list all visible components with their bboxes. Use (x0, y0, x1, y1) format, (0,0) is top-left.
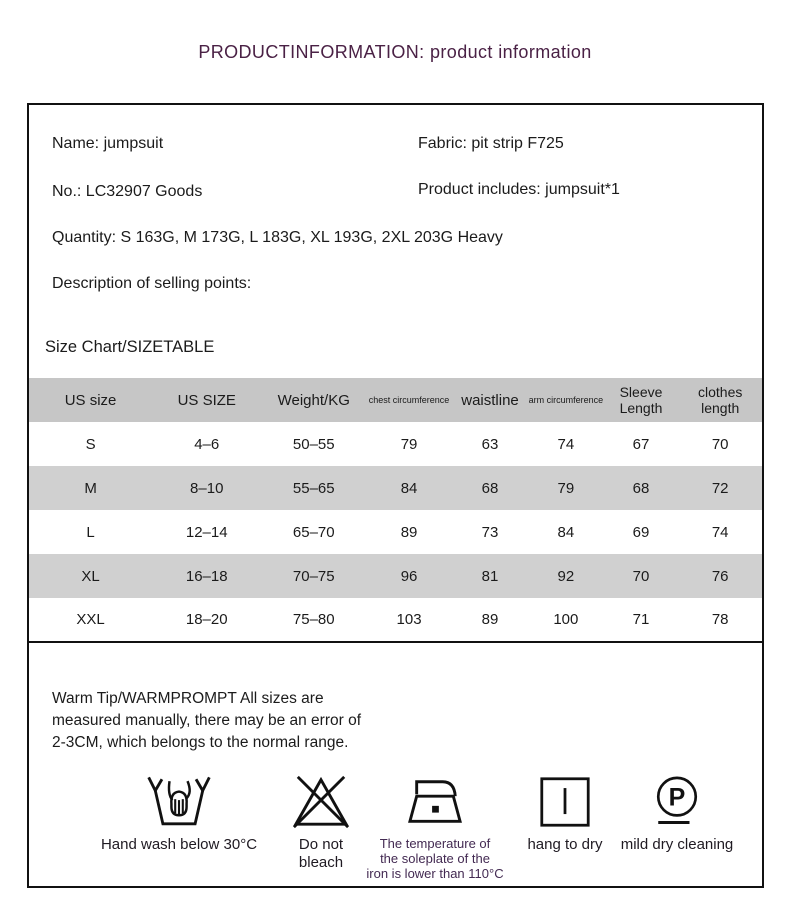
cell: XL (81, 567, 100, 585)
do-not-bleach-icon (290, 768, 352, 836)
product-includes: Product includes: jumpsuit*1 (418, 181, 620, 198)
mild-dry-clean-icon (652, 768, 702, 836)
product-quantity: Quantity: S 163G, M 173G, L 183G, XL 193G, 2XL 203G Heavy (52, 229, 503, 246)
care-item-iron-low-temp (363, 768, 507, 881)
cell: XXL (76, 611, 105, 628)
cell: 96 (400, 567, 418, 585)
product-number: No.: LC32907 Goods (52, 183, 203, 200)
col-clothes-length: clothes length (698, 384, 743, 416)
table-row-xxl (29, 598, 762, 642)
cell: M (84, 479, 97, 497)
cell: 70 (711, 435, 729, 453)
cell: 79 (557, 479, 575, 497)
cell: 55–65 (292, 479, 335, 497)
table-row-s (29, 422, 762, 466)
cell: 4–6 (194, 435, 220, 453)
product-name: Name: jumpsuit (52, 135, 164, 152)
table-row-xl (29, 554, 762, 598)
dry-clean-letter: P (668, 783, 686, 812)
cell: 74 (557, 435, 575, 453)
warm-tip-line: 2-3CM, which belongs to the normal range. (52, 734, 349, 751)
hand-wash-icon (143, 772, 215, 832)
col-arm: arm circumference (528, 395, 604, 405)
size-chart-heading: Size Chart/SIZETABLE (45, 338, 215, 356)
cell: 74 (711, 523, 729, 541)
warm-tip-line: measured manually, there may be an error of (52, 712, 362, 729)
care-caption-line: the soleplate of the (380, 851, 490, 866)
cell: 89 (400, 523, 418, 541)
cell: 70 (632, 567, 650, 585)
cell: L (86, 523, 95, 541)
cell: 73 (481, 523, 499, 541)
col-sleeve-length: Sleeve Length (619, 384, 663, 416)
col-chest: chest circumference (368, 395, 450, 405)
care-caption: hang to dry (527, 836, 603, 853)
warm-tip-line: Warm Tip/WARMPROMPT All sizes are (52, 690, 324, 707)
cell: 76 (711, 567, 729, 585)
care-caption: mild dry cleaning (620, 836, 734, 853)
cell: 75–80 (292, 611, 335, 628)
col-us-size-caps: US SIZE (177, 391, 236, 409)
cell: 72 (711, 479, 729, 497)
care-caption-line: Do not (298, 836, 344, 853)
care-item-hand-wash (99, 768, 259, 854)
cell: 12–14 (185, 523, 228, 541)
page-title: PRODUCTINFORMATION: product information (198, 42, 592, 62)
selling-points-label: Description of selling points: (52, 275, 252, 292)
hang-to-dry-icon (539, 768, 591, 836)
cell: 50–55 (292, 435, 335, 453)
care-item-do-not-bleach (279, 768, 363, 872)
cell: 18–20 (185, 611, 228, 628)
cell: 92 (557, 567, 575, 585)
cell: 79 (400, 435, 418, 453)
cell: 81 (481, 567, 499, 585)
cell: S (85, 435, 96, 453)
cell: 70–75 (292, 567, 335, 585)
care-item-hang-to-dry (515, 768, 615, 854)
table-row-m (29, 466, 762, 510)
size-chart-table (29, 378, 762, 643)
product-fabric: Fabric: pit strip F725 (418, 135, 564, 152)
cell: 69 (632, 523, 650, 541)
table-header-row (29, 378, 762, 422)
col-weight: Weight/KG (277, 391, 350, 409)
iron-low-temp-icon (404, 775, 466, 829)
cell: 16–18 (185, 567, 228, 585)
cell: 78 (711, 611, 729, 628)
cell: 8–10 (190, 479, 224, 497)
col-waistline: waistline (461, 391, 519, 409)
cell: 103 (396, 611, 422, 628)
do-not-bleach-icon (290, 773, 352, 831)
hang-to-dry-icon (539, 776, 591, 828)
cell: 89 (481, 611, 499, 628)
cell: 65–70 (292, 523, 335, 541)
care-item-mild-dry-cleaning (611, 768, 743, 854)
cell: 71 (632, 611, 650, 628)
cell: 67 (632, 435, 650, 453)
product-info-panel (27, 103, 764, 888)
iron-low-temp-icon (404, 768, 466, 836)
cell: 68 (481, 479, 499, 497)
cell: 84 (400, 479, 418, 497)
cell: 68 (632, 479, 650, 497)
table-row-l (29, 510, 762, 554)
care-caption-line: bleach (298, 854, 344, 871)
cell: 100 (553, 611, 579, 628)
care-caption-line: The temperature of (379, 836, 491, 851)
cell: 84 (557, 523, 575, 541)
care-caption: Hand wash below 30°C (100, 836, 258, 853)
mild-dry-clean-icon (652, 772, 702, 832)
hand-wash-icon (143, 768, 215, 836)
cell: 63 (481, 435, 499, 453)
warm-tip-note (52, 688, 502, 754)
care-caption-line: iron is lower than 110°C (366, 866, 504, 881)
col-us-size: US size (64, 391, 117, 409)
